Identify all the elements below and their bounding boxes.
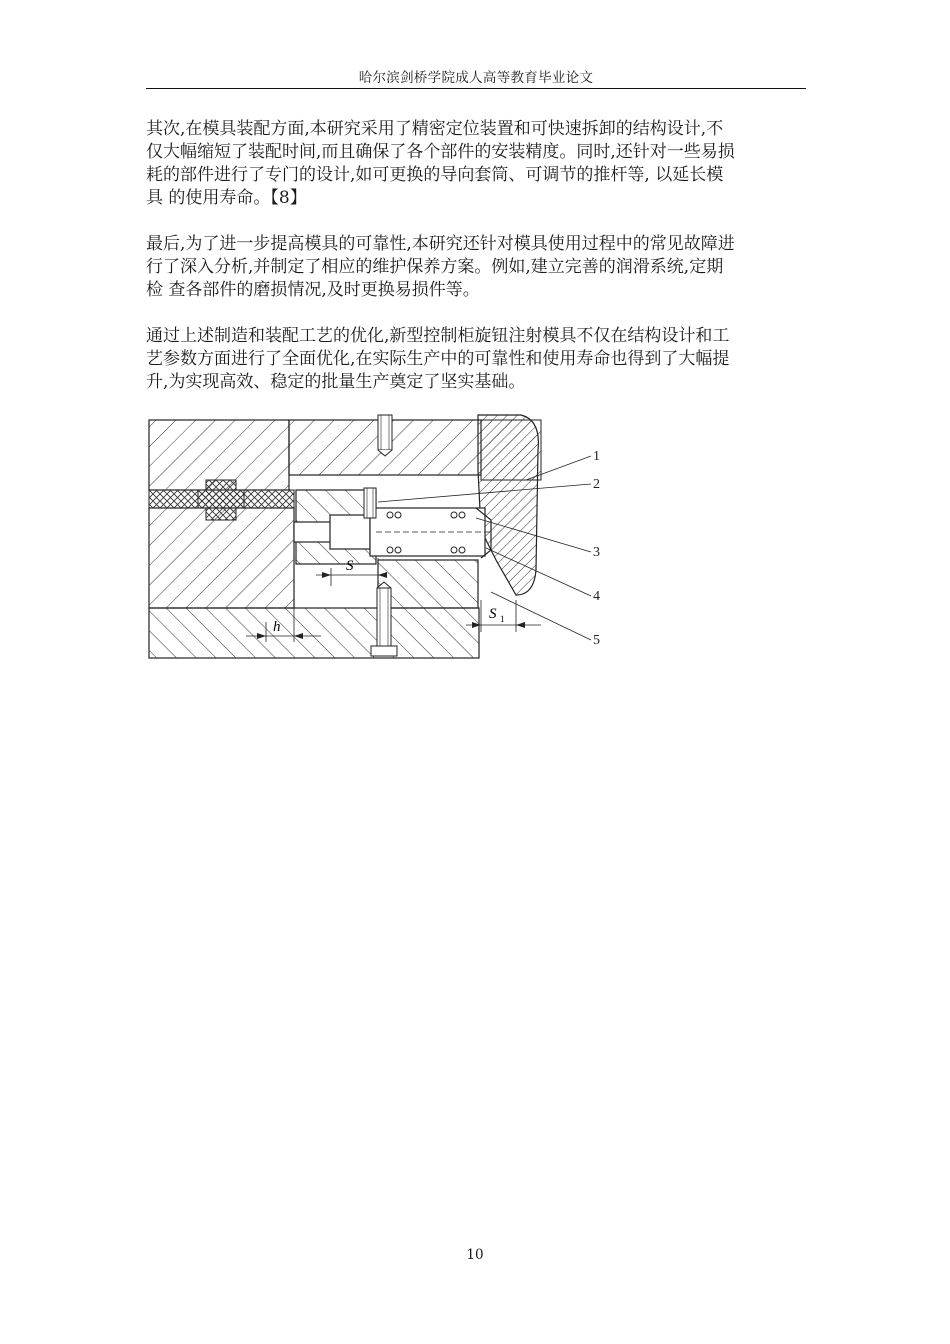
dimension-s1-subscript: 1 [500, 614, 505, 624]
paragraph-line: 艺参数方面进行了全面优化,在实际生产中的可靠性和使用寿命也得到了大幅提 [146, 349, 730, 369]
paragraph-line: 具 的使用寿命。【8】 [146, 188, 307, 208]
screw-small [364, 488, 376, 518]
mold-cross-section-figure [146, 410, 616, 660]
side-block-part-1 [478, 415, 541, 595]
paragraph-line: 最后,为了进一步提高模具的可靠性,本研究还针对模具使用过程中的常见故障进 [146, 234, 735, 254]
dimension-s-label: S [346, 558, 354, 574]
paragraph-line: 耗的部件进行了专门的设计,如可更换的导向套筒、可调节的推杆等, 以延长模 [146, 165, 724, 185]
page-header-title: 哈尔滨剑桥学院成人高等教育毕业论文 [358, 70, 594, 86]
dimension-s1-label: S [489, 606, 497, 622]
paragraph-line: 升,为实现高效、稳定的批量生产奠定了坚实基础。 [146, 372, 526, 392]
callout-4: 4 [593, 589, 600, 604]
screw-top [378, 415, 392, 456]
callout-1: 1 [593, 449, 600, 464]
callout-2: 2 [593, 477, 600, 492]
dimension-h-label: h [273, 619, 281, 635]
paragraph-line: 通过上述制造和装配工艺的优化,新型控制柜旋钮注射模具不仅在结构设计和工 [146, 326, 730, 346]
paragraph-line: 检 查各部件的磨损情况,及时更换易损件等。 [146, 280, 480, 300]
upper-plate [149, 420, 481, 490]
paragraph-line: 仅大幅缩短了装配时间,而且确保了各个部件的安装精度。同时,还针对一些易损 [146, 142, 735, 162]
page-number: 10 [466, 1247, 484, 1263]
paragraph-assembly [146, 118, 808, 210]
paragraph-reliability [146, 233, 808, 302]
paragraph-line: 其次,在模具装配方面,本研究采用了精密定位装置和可快速拆卸的结构设计,不 [146, 119, 724, 139]
callout-5: 5 [593, 633, 600, 648]
paragraph-conclusion [146, 325, 808, 394]
header-divider [146, 88, 806, 89]
paragraph-line: 行了深入分析,并制定了相应的维护保养方案。例如,建立完善的润滑系统,定期 [146, 257, 724, 277]
callout-3: 3 [593, 545, 600, 560]
